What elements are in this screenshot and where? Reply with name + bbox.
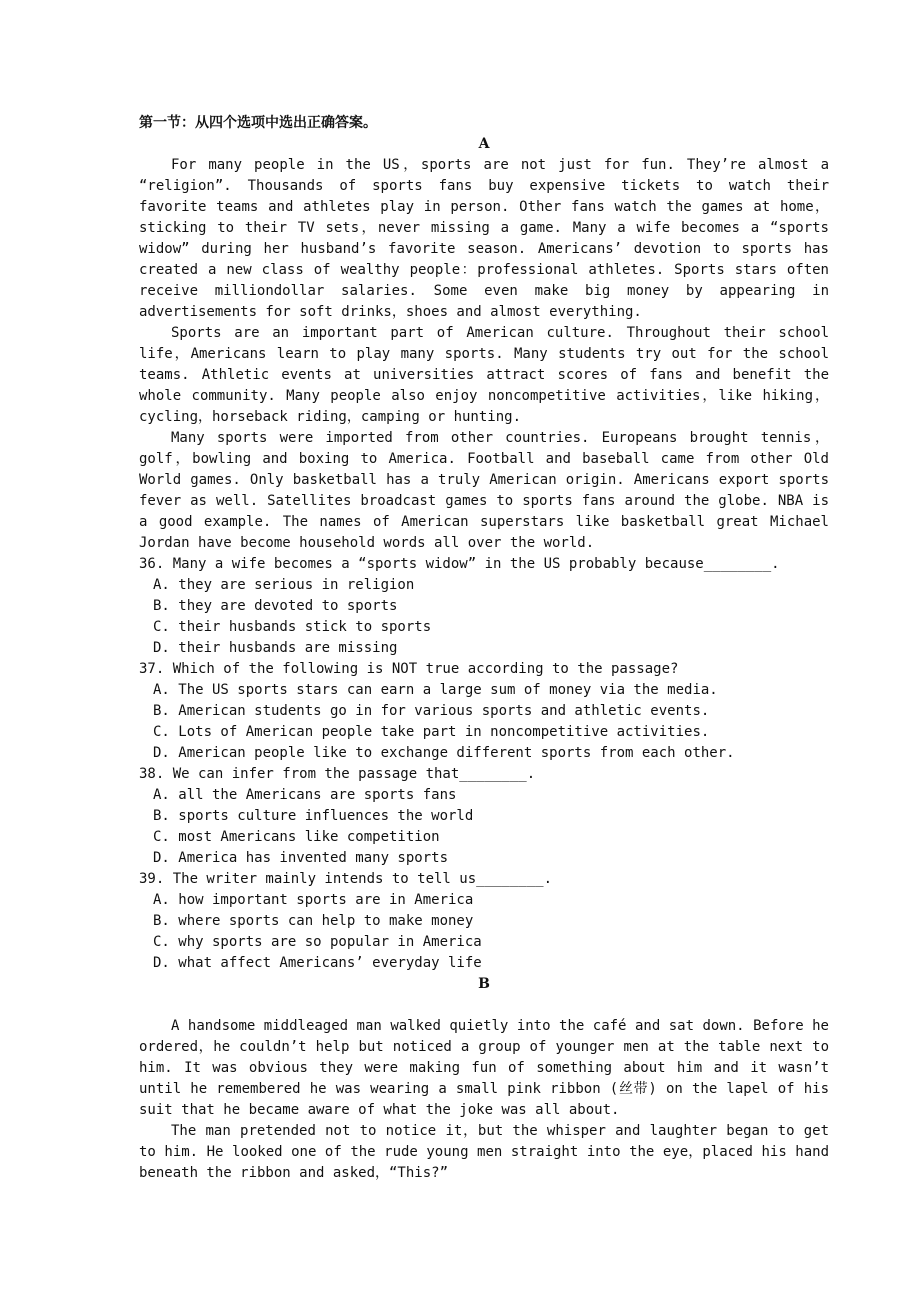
passage-b-paragraph-2: The man pretended not to notice it，but the whisper and laughter began to get to him. He looked one of the rude young men straight into the eye，placed his hand beneath the ribbon and asked，“This?” [139,1123,829,1181]
option-d: D. their husbands are missing [153,640,398,656]
option-d: D. what affect Americans’ everyday life [153,955,482,971]
question-39 [139,869,829,974]
question-stem: 36. Many a wife becomes a “sports widow” in the US probably because________. [139,556,780,572]
blank-line [139,995,829,1016]
question-38 [139,764,829,869]
option-b: B. they are devoted to sports [153,598,398,614]
passage-a-paragraph-3: Many sports were imported from other countries. Europeans brought tennis，golf，bowling and boxing to America. Football and baseball came from other Old World games. Only basketball has a truly American origin. Americans export sports fever as well. Satellites broadcast games to sports fans around the globe. NBA is a good example. The names of American superstars like basketball great Michael Jordan have become household words all over the world. [139,430,829,551]
option-a: A. The US sports stars can earn a large sum of money via the media. [153,682,718,698]
passage-b-label: B [478,976,490,992]
passage-a [139,155,829,554]
document-page [139,113,829,1184]
option-c: C. most Americans like competition [153,829,440,845]
option-c: C. Lots of American people take part in noncompetitive activities. [153,724,710,740]
passage-b [139,1016,829,1184]
option-a: A. they are serious in religion [153,577,415,593]
passage-a-label: A [478,136,490,152]
question-stem: 37. Which of the following is NOT true according to the passage? [139,661,679,677]
passage-a-paragraph-2: Sports are an important part of American culture. Throughout their school life，Americans learn to play many sports. Many students try out for the school teams. Athletic events at universities attract scores of fans and benefit the whole community. Many people also enjoy noncompetitive activities，like hiking，cycling，horseback riding，camping or hunting. [139,325,829,425]
passage-a-paragraph-1: For many people in the US，sports are not just for fun. They’re almost a “religion”. Thousands of sports fans buy expensive tickets to watch their favorite teams and athletes play in person. Other fans watch the games at home，sticking to their TV sets，never missing a game. Many a wife becomes a “sports widow” during her husband’s favorite season. Americans’ devotion to sports has created a new class of wealthy people：professional athletes. Sports stars often receive milliondollar salaries. Some even make big money by appearing in advertisements for soft drinks，shoes and almost everything. [139,157,829,320]
question-stem: 38. We can infer from the passage that________. [139,766,536,782]
option-b: B. American students go in for various sports and athletic events. [153,703,710,719]
option-d: D. American people like to exchange different sports from each other. [153,745,735,761]
section-heading: 第一节：从四个选项中选出正确答案。 [139,115,377,131]
option-b: B. where sports can help to make money [153,913,474,929]
option-a: A. all the Americans are sports fans [153,787,457,803]
option-c: C. why sports are so popular in America [153,934,482,950]
option-c: C. their husbands stick to sports [153,619,432,635]
option-b: B. sports culture influences the world [153,808,474,824]
question-stem: 39. The writer mainly intends to tell us________. [139,871,553,887]
option-d: D. America has invented many sports [153,850,449,866]
question-36 [139,554,829,659]
passage-b-paragraph-1: A handsome middleaged man walked quietly into the café and sat down. Before he ordered，he couldn’t help but noticed a group of younger men at the table next to him. It was obvious they were making fun of something about him and it wasn’t until he remembered he was wearing a small pink ribbon (丝带) on the lapel of his suit that he became aware of what the joke was all about. [139,1018,829,1118]
option-a: A. how important sports are in America [153,892,474,908]
question-37 [139,659,829,764]
